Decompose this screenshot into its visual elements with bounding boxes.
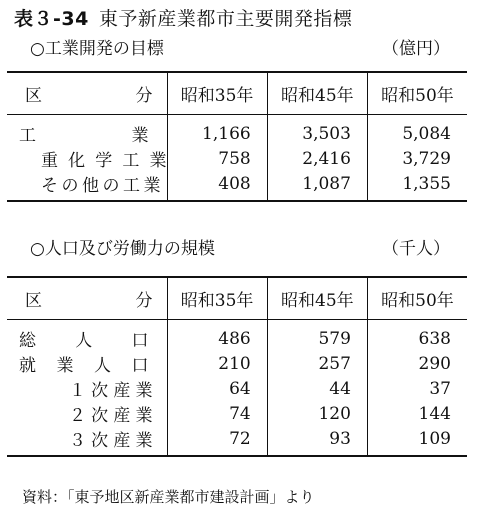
row-label-text: 重 化 学 工 業: [41, 151, 167, 171]
row-label-text: 就 業 人 口: [19, 356, 149, 376]
row-label: [7, 171, 167, 201]
category-header-char: 分: [135, 291, 153, 311]
row-label-text: １ 次 産 業: [69, 381, 153, 401]
row-label: [7, 401, 167, 426]
table-cell: 486: [167, 320, 267, 352]
table-row: [7, 115, 467, 147]
row-label-text: そ の 他 の 工 業: [41, 176, 161, 196]
year-header: 昭和45年: [267, 277, 367, 320]
row-label: [7, 426, 167, 456]
table-number: 表３-34: [14, 8, 89, 30]
row-label-text: 総 人 口: [19, 331, 149, 351]
table-cell: 579: [267, 320, 367, 352]
table-cell: 3,503: [267, 115, 367, 147]
table-row: [7, 426, 467, 456]
table-cell: 144: [367, 401, 467, 426]
table-cell: 408: [167, 171, 267, 201]
year-header: 昭和45年: [267, 72, 367, 115]
row-label-text: ３ 次 産 業: [69, 431, 153, 451]
category-header-char: 区: [25, 86, 42, 106]
industrial-unit: （億円）: [382, 39, 450, 59]
row-label: [7, 146, 167, 171]
table-cell: 290: [367, 351, 467, 376]
year-header: 昭和50年: [367, 72, 467, 115]
table-header-row: [7, 72, 467, 115]
table-cell: 109: [367, 426, 467, 456]
table-cell: 758: [167, 146, 267, 171]
table-cell: 44: [267, 376, 367, 401]
table-row: [7, 171, 467, 201]
table-cell: 210: [167, 351, 267, 376]
row-label: [7, 320, 167, 352]
table-cell: 2,416: [267, 146, 367, 171]
table-cell: 72: [167, 426, 267, 456]
table-row: [7, 376, 467, 401]
table-row: [7, 320, 467, 352]
industrial-heading: ○工業開発の目標: [30, 39, 164, 59]
table-cell: 37: [367, 376, 467, 401]
population-unit: （千人）: [382, 239, 450, 259]
category-header: [7, 277, 167, 320]
row-label: [7, 376, 167, 401]
table-cell: 638: [367, 320, 467, 352]
table-cell: 1,087: [267, 171, 367, 201]
category-header: [7, 72, 167, 115]
row-label-text: ２ 次 産 業: [69, 406, 153, 426]
table-cell: 74: [167, 401, 267, 426]
year-header: 昭和35年: [167, 72, 267, 115]
table-row: [7, 351, 467, 376]
row-label: [7, 115, 167, 147]
table-cell: 93: [267, 426, 367, 456]
table-row: [7, 401, 467, 426]
year-header: 昭和35年: [167, 277, 267, 320]
category-header-char: 分: [135, 86, 153, 106]
population-table: [7, 276, 467, 457]
table-title: 東予新産業都市主要開発指標: [98, 8, 353, 30]
row-label: [7, 351, 167, 376]
source-note: 資料：「東予地区新産業都市建設計画」より: [22, 488, 315, 506]
table-row: [7, 146, 467, 171]
page-title: [14, 4, 352, 31]
year-header: 昭和50年: [367, 277, 467, 320]
population-heading: ○人口及び労働力の規模: [30, 239, 215, 259]
table-cell: 3,729: [367, 146, 467, 171]
table-header-row: [7, 277, 467, 320]
table-cell: 257: [267, 351, 367, 376]
industrial-table: [7, 71, 467, 202]
table-cell: 64: [167, 376, 267, 401]
row-label-text: 工 業: [19, 126, 149, 146]
table-cell: 120: [267, 401, 367, 426]
table-cell: 1,166: [167, 115, 267, 147]
table-cell: 1,355: [367, 171, 467, 201]
category-header-char: 区: [25, 291, 42, 311]
table-cell: 5,084: [367, 115, 467, 147]
